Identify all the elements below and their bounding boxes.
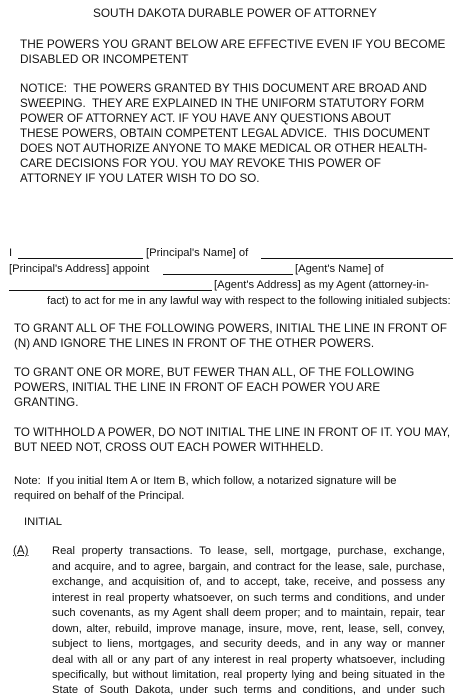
withhold-line: TO WITHHOLD A POWER, DO NOT INITIAL THE LINE IN FRONT OF IT. YOU MAY, [14,426,451,439]
item-a-line: Real property transactions. To lease, sell, mortgage, purchase, exchange, [52,545,445,557]
notice-line: THESE POWERS, OBTAIN COMPETENT LEGAL ADVICE. THIS DOCUMENT [20,127,430,140]
note-line: required on behalf of the Principal. [14,490,185,502]
item-a-line: down, alter, rebuild, improve manage, insure, move, rent, lease, sell, convey, [52,622,445,635]
item-a-line: interest in real property whatsoever, on such terms and conditions, and under [52,591,445,604]
item-a-line: and acquire, and to agree, bargain, and contract for the lease, sale, purchase, [52,560,445,573]
grant-some-line: GRANTING. [14,396,79,409]
notice-line: DOES NOT AUTHORIZE ANYONE TO MAKE MEDICAL OR OTHER HEALTH- [20,142,428,155]
item-a-line: exchange, and acquisition of, and to accept, take, receive, and possess any [52,576,445,588]
effective-notice-line: DISABLED OR INCOMPETENT [20,52,189,66]
initial-heading: INITIAL [24,516,62,528]
agent-name-blank[interactable] [163,274,293,275]
principal-address-label: [Principal's Address] appoint [9,263,150,275]
principal-name-label: [Principal's Name] of [146,247,249,259]
item-a-line: such covenants, as my Agent shall deem proper; and to maintain, repair, tear [52,607,445,619]
notice-line: ATTORNEY IF YOU LATER WISH TO DO SO. [20,172,260,185]
grant-some-line: POWERS, INITIAL THE LINE IN FRONT OF EACH POWER YOU ARE [14,381,381,394]
notice-line: NOTICE: THE POWERS GRANTED BY THIS DOCUMENT ARE BROAD AND [20,82,427,95]
notice-line: SWEEPING. THEY ARE EXPLAINED IN THE UNIFORM STATUTORY FORM [20,97,425,110]
agent-address-label: [Agent's Address] as my Agent (attorney-in- [214,279,429,291]
effective-notice-line: THE POWERS YOU GRANT BELOW ARE EFFECTIVE EVEN IF YOU BECOME [20,37,446,51]
note-line: Note: If you initial Item A or Item B, which follow, a notarized signature will be [14,475,397,487]
grant-some-line: TO GRANT ONE OR MORE, BUT FEWER THAN ALL, OF THE FOLLOWING [14,366,415,379]
agent-name-label: [Agent's Name] of [295,263,384,275]
fact-line: fact) to act for me in any lawful way with respect to the following initialed subjects: [47,295,451,307]
item-a-line: State of South Dakota, under such terms and conditions, and under such [52,684,445,696]
item-a-line: specifically, but without limitation, real property lying and being situated in the [52,669,445,681]
form-i-label: I [9,247,13,259]
agent-address-blank[interactable] [9,290,212,291]
document-title: SOUTH DAKOTA DURABLE POWER OF ATTORNEY [93,6,377,20]
withhold-line: BUT NEED NOT, CROSS OUT EACH POWER WITHHELD. [14,441,324,454]
item-a-line: deal with all or any part of any interest in real property whatsoever, including [52,653,445,666]
principal-name-blank[interactable] [18,258,143,259]
notice-line: CARE DECISIONS FOR YOU. YOU MAY REVOKE THIS POWER OF [20,157,381,170]
grant-all-line: (N) AND IGNORE THE LINES IN FRONT OF THE OTHER POWERS. [14,337,375,350]
notice-line: POWER OF ATTORNEY ACT. IF YOU HAVE ANY QUESTIONS ABOUT [20,112,392,125]
item-a-line: subject to liens, mortgages, and security deeds, and in any way or manner [52,638,445,650]
grant-all-line: TO GRANT ALL OF THE FOLLOWING POWERS, INITIAL THE LINE IN FRONT OF [14,322,447,335]
principal-address-blank[interactable] [261,258,453,259]
item-a-initial-label[interactable]: (A) [13,544,29,557]
